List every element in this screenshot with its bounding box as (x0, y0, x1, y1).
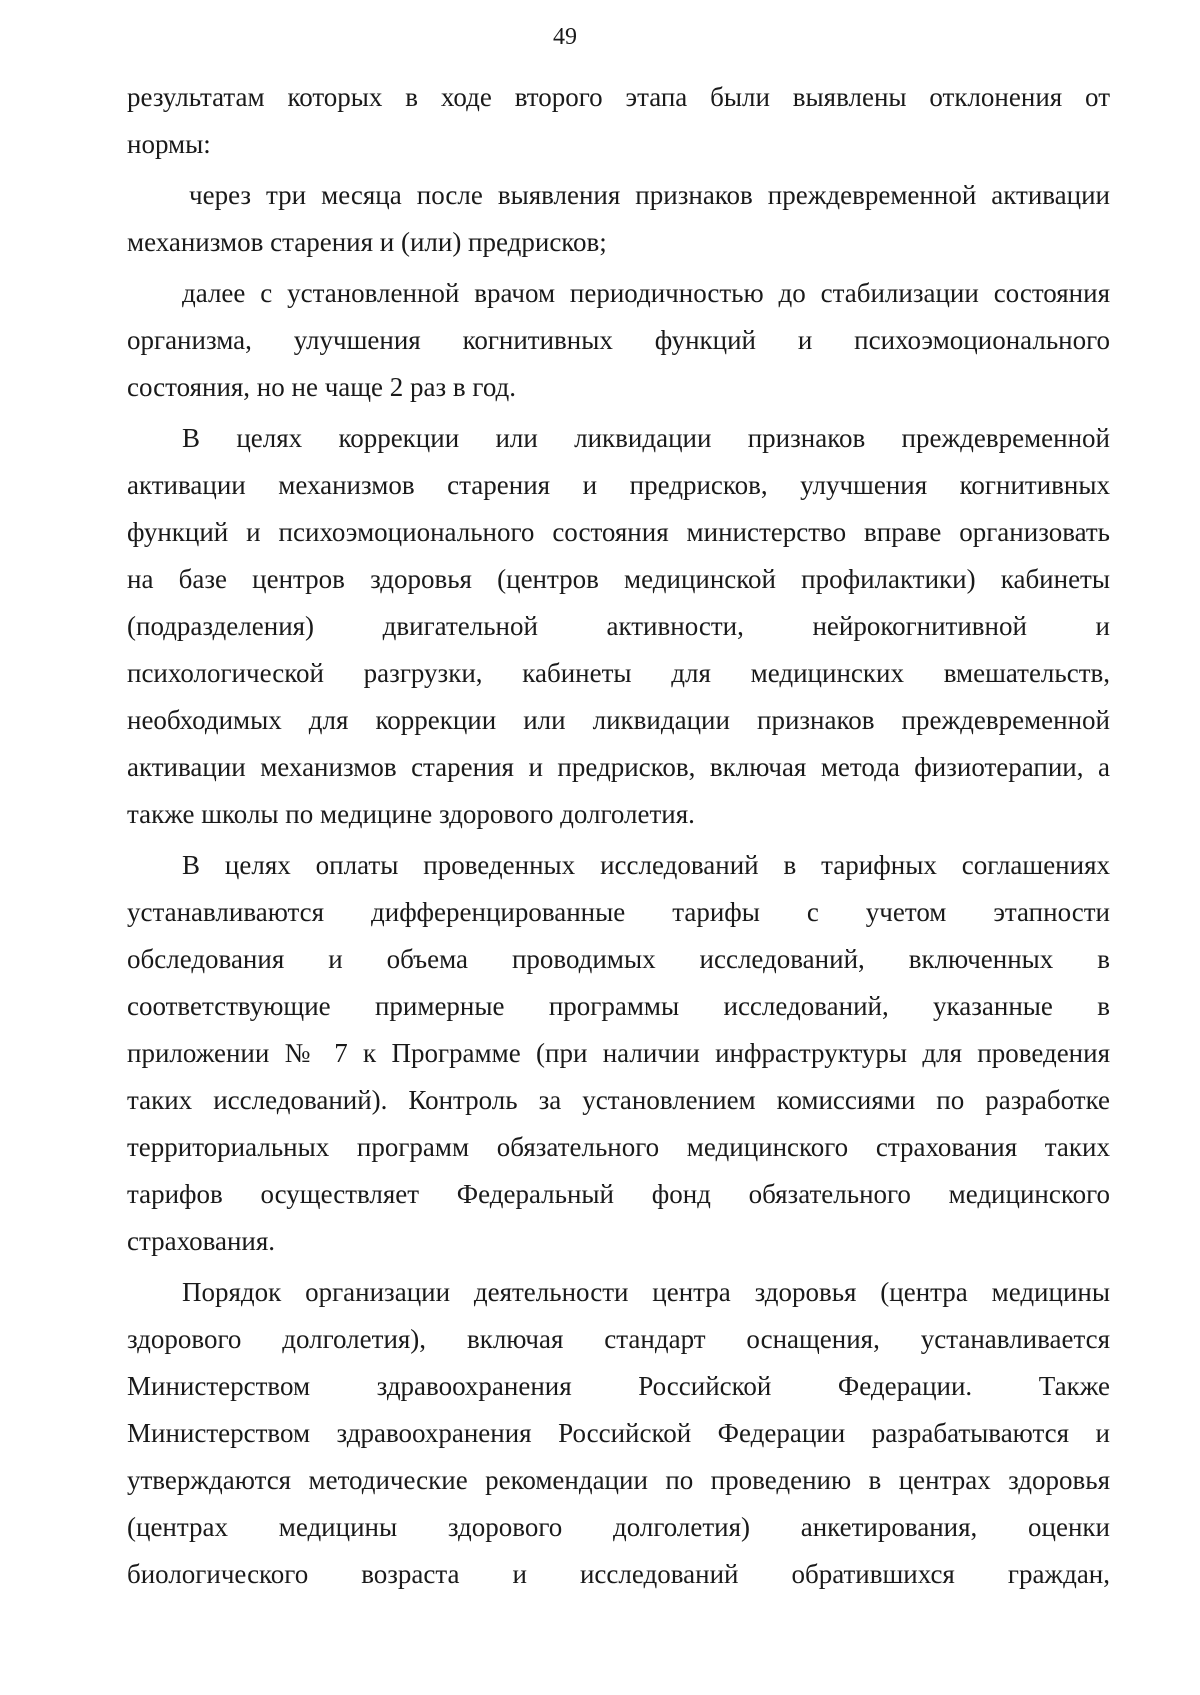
paragraph (127, 415, 1110, 838)
text-line: активации механизмов старения и предрисков, улучшения когнитивных (127, 470, 1110, 500)
text-line: психологической разгрузки, кабинеты для медицинских вмешательств, (127, 658, 1110, 688)
text-line: через три месяца после выявления признаков преждевременной активации (189, 180, 1110, 210)
text-line: функций и психоэмоционального состояния министерство вправе организовать (127, 517, 1110, 547)
text-line: тарифов осуществляет Федеральный фонд обязательного медицинского (127, 1179, 1110, 1209)
text-line: организма, улучшения когнитивных функций и психоэмоционального (127, 325, 1110, 355)
paragraph (127, 270, 1110, 411)
text-line: на базе центров здоровья (центров медицинской профилактики) кабинеты (127, 564, 1110, 594)
text-line: Министерством здравоохранения Российской Федерации разрабатываются и (127, 1418, 1110, 1448)
paragraph (127, 172, 1110, 266)
text-line: таких исследований). Контроль за установлением комиссиями по разработке (127, 1085, 1110, 1115)
text-line: соответствующие примерные программы исследований, указанные в (127, 991, 1110, 1021)
text-line: утверждаются методические рекомендации по проведению в центрах здоровья (127, 1465, 1110, 1495)
text-line: обследования и объема проводимых исследований, включенных в (127, 944, 1110, 974)
text-line: В целях оплаты проведенных исследований в тарифных соглашениях (182, 850, 1110, 880)
text-line: (центрах медицины здорового долголетия) анкетирования, оценки (127, 1512, 1110, 1542)
text-line: нормы: (127, 129, 211, 159)
text-line: территориальных программ обязательного медицинского страхования таких (127, 1132, 1110, 1162)
text-line: здорового долголетия), включая стандарт оснащения, устанавливается (127, 1324, 1110, 1354)
text-line: состояния, но не чаще 2 раз в год. (127, 372, 517, 402)
text-line: механизмов старения и (или) предрисков; (127, 227, 607, 257)
text-line: активации механизмов старения и предрисков, включая метода физиотерапии, а (127, 752, 1110, 782)
text-line: биологического возраста и исследований обратившихся граждан, (127, 1559, 1110, 1589)
text-line: (подразделения) двигательной активности, нейрокогнитивной и (127, 611, 1110, 641)
text-line: необходимых для коррекции или ликвидации признаков преждевременной (127, 705, 1110, 735)
text-line: результатам которых в ходе второго этапа были выявлены отклонения от (127, 82, 1110, 112)
text-line: приложении № 7 к Программе (при наличии инфраструктуры для проведения (127, 1038, 1110, 1068)
paragraph (127, 842, 1110, 1265)
text-line: страхования. (127, 1226, 276, 1256)
paragraph-list (127, 74, 1110, 1598)
text-line: Министерством здравоохранения Российской Федерации. Также (127, 1371, 1110, 1401)
text-line: устанавливаются дифференцированные тарифы с учетом этапности (127, 897, 1110, 927)
text-line: далее с установленной врачом периодичностью до стабилизации состояния (182, 278, 1110, 308)
text-line: также школы по медицине здорового долголетия. (127, 799, 695, 829)
paragraph (127, 1269, 1110, 1598)
paragraph (127, 74, 1110, 168)
page-number: 49 (553, 24, 577, 50)
document-body (127, 74, 1110, 1598)
text-line: Порядок организации деятельности центра здоровья (центра медицины (182, 1277, 1110, 1307)
text-line: В целях коррекции или ликвидации признаков преждевременной (182, 423, 1110, 453)
